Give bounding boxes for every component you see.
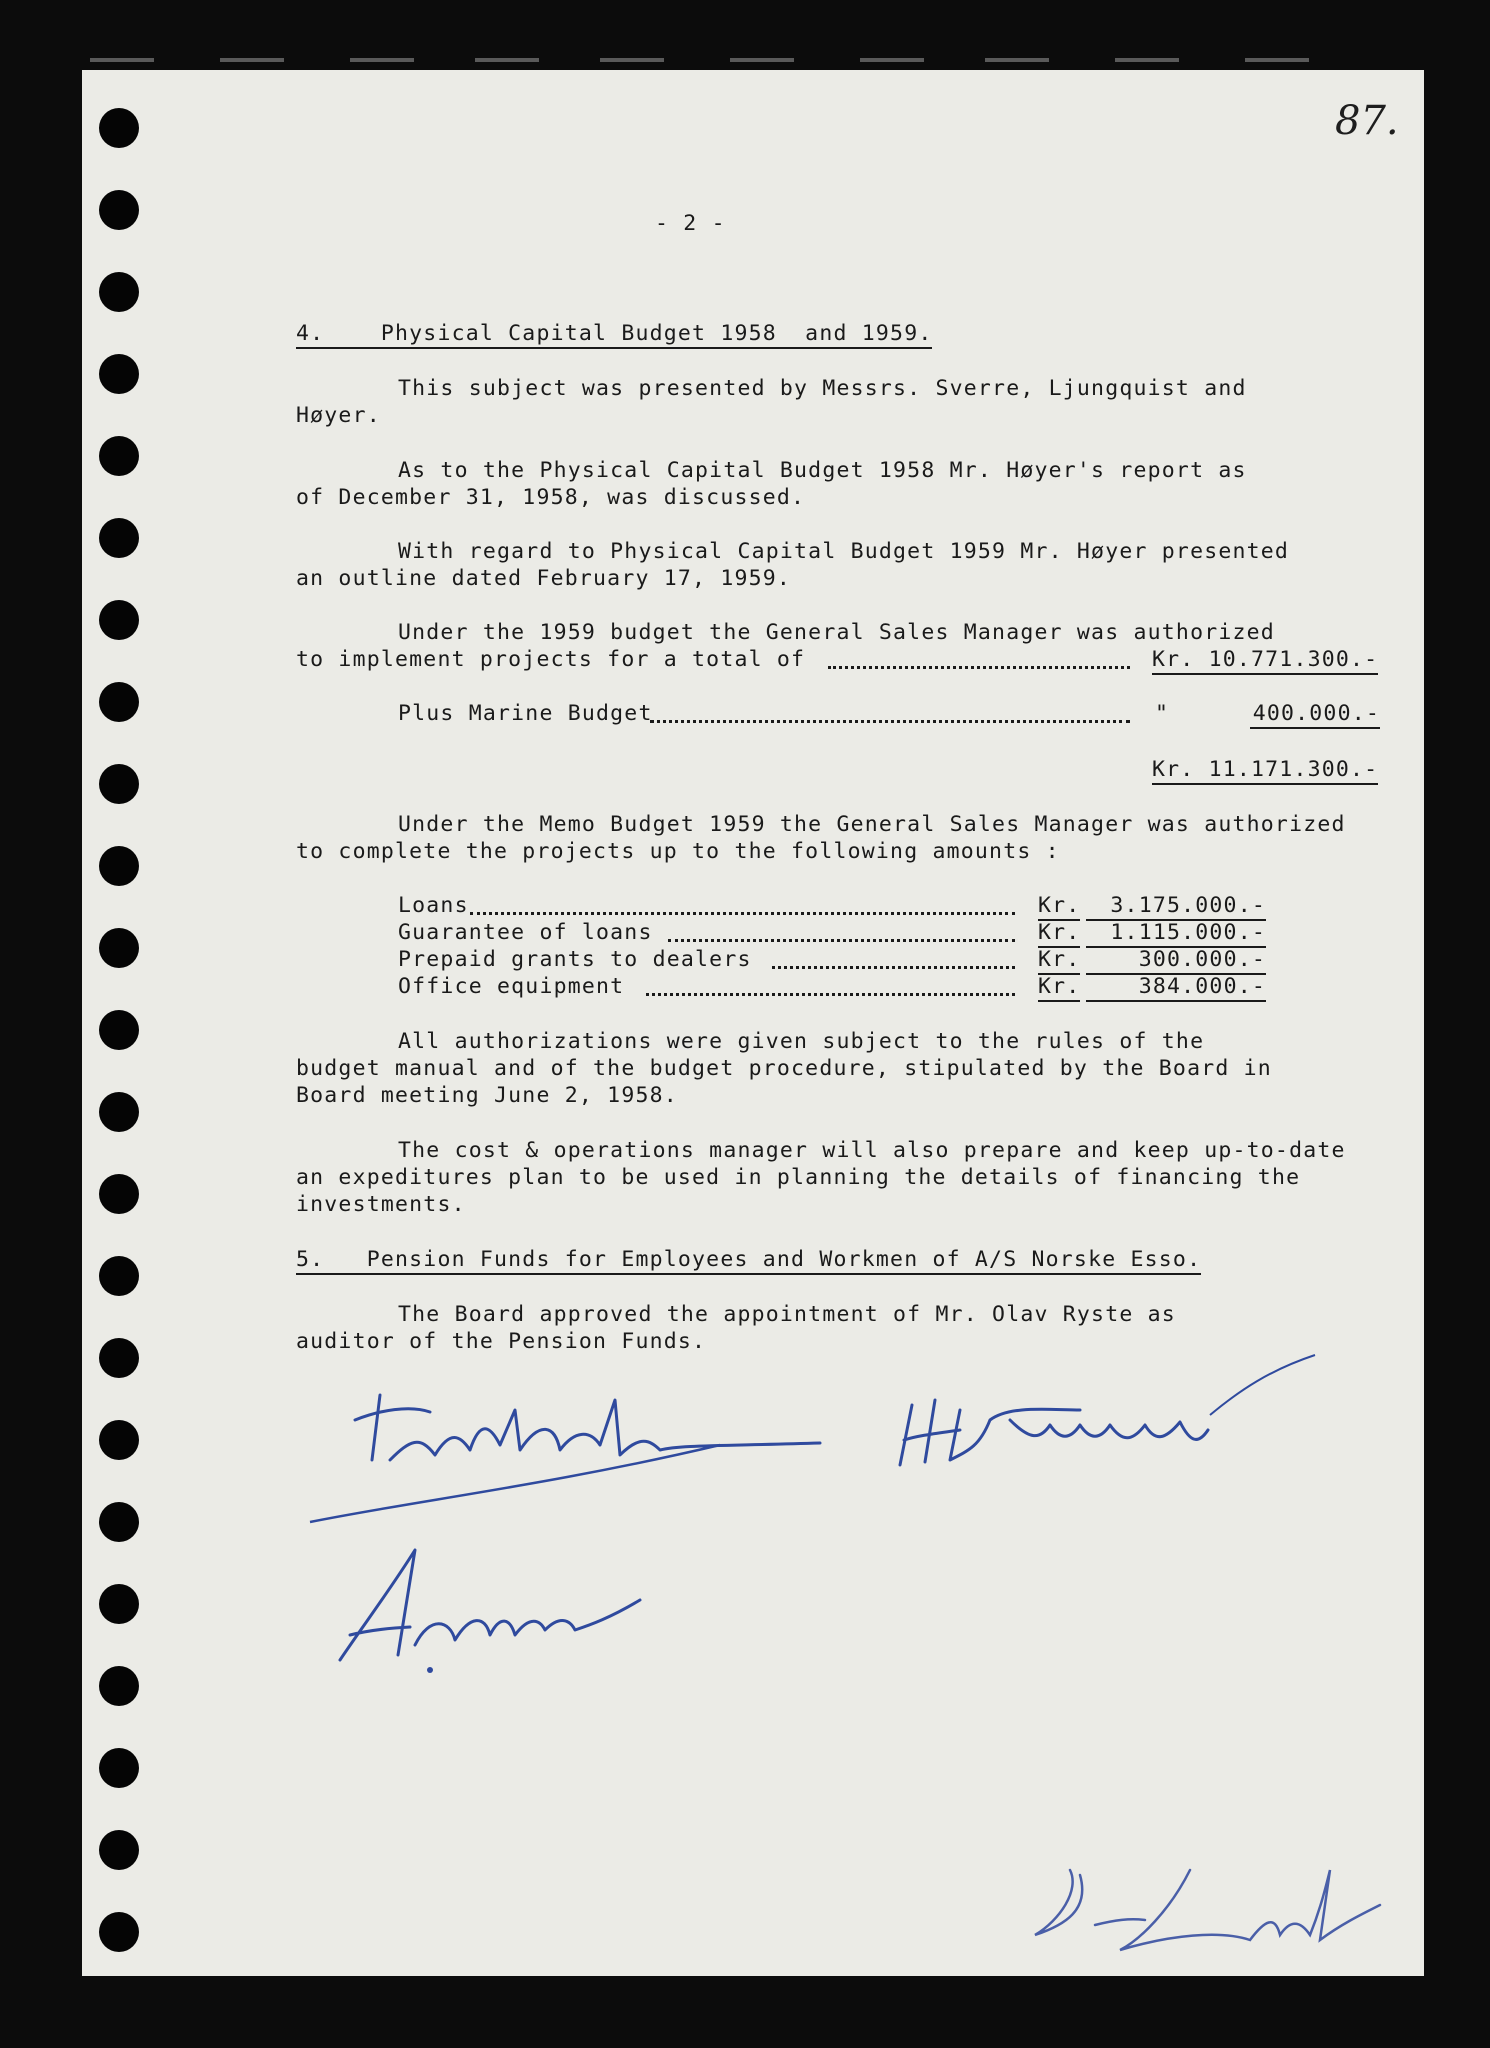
text-line: Høyer. <box>296 403 381 428</box>
document-page <box>82 70 1424 1976</box>
punch-hole <box>99 1256 139 1296</box>
folio-number: 87. <box>1335 98 1399 144</box>
page-number: - 2 - <box>655 211 726 236</box>
item-label: Prepaid grants to dealers <box>398 947 752 972</box>
punch-hole <box>99 436 139 476</box>
text-line: an expeditures plan to be used in planning the details of financing the <box>296 1165 1301 1190</box>
text-line: investments. <box>296 1192 466 1217</box>
punch-hole <box>99 1502 139 1542</box>
item-amount: 384.000.- <box>1086 976 1266 1002</box>
signature-2 <box>890 1350 1330 1480</box>
leader-dots <box>646 991 1015 996</box>
punch-hole <box>99 846 139 886</box>
item-currency: Kr. <box>1038 949 1080 975</box>
text-line: an outline dated February 17, 1959. <box>296 566 792 591</box>
item-currency: Kr. <box>1038 895 1080 921</box>
leader-dots <box>470 910 1015 915</box>
punch-hole <box>99 682 139 722</box>
punch-hole <box>99 190 139 230</box>
text-line: The Board approved the appointment of Mr. Olav Ryste as <box>398 1302 1176 1327</box>
marine-budget-label: Plus Marine Budget <box>398 701 653 726</box>
text-line: Board meeting June 2, 1958. <box>296 1083 678 1108</box>
text-line: auditor of the Pension Funds. <box>296 1329 707 1354</box>
text-line: of December 31, 1958, was discussed. <box>296 485 806 510</box>
text-line: With regard to Physical Capital Budget 1959 Mr. Høyer presented <box>398 539 1290 564</box>
leader-dots <box>668 937 1015 942</box>
signature-3 <box>320 1530 660 1690</box>
punch-hole <box>99 108 139 148</box>
leader-dots <box>772 964 1015 969</box>
punch-hole <box>99 354 139 394</box>
text-line: All authorizations were given subject to the rules of the <box>398 1029 1205 1054</box>
punch-hole <box>99 1174 139 1214</box>
item-currency: Kr. <box>1038 922 1080 948</box>
punch-hole <box>99 1666 139 1706</box>
item-amount: 3.175.000.- <box>1086 895 1266 921</box>
section-4-heading: 4. Physical Capital Budget 1958 and 1959. <box>296 323 932 349</box>
punch-hole <box>99 1748 139 1788</box>
signature-4 <box>1020 1850 1390 1960</box>
punch-hole <box>99 1338 139 1378</box>
signature-1 <box>300 1350 840 1530</box>
text-line: Under the 1959 budget the General Sales Manager was authorized <box>398 620 1275 645</box>
item-label: Guarantee of loans <box>398 920 653 945</box>
section-5-heading: 5. Pension Funds for Employees and Workmen of A/S Norske Esso. <box>296 1249 1201 1275</box>
text-line: to complete the projects up to the following amounts : <box>296 839 1060 864</box>
budget-amount: Kr. 10.771.300.- <box>1152 649 1378 675</box>
punch-hole <box>99 1912 139 1952</box>
item-label: Office equipment <box>398 974 625 999</box>
leader-dots <box>828 664 1130 669</box>
marine-budget-amount: 400.000.- <box>1250 703 1380 729</box>
item-amount: 300.000.- <box>1086 949 1266 975</box>
text-line: As to the Physical Capital Budget 1958 Mr. Høyer's report as <box>398 458 1247 483</box>
punch-hole <box>99 928 139 968</box>
punch-hole <box>99 272 139 312</box>
text-line: to implement projects for a total of <box>296 647 806 672</box>
ditto-mark: " <box>1155 701 1170 726</box>
budget-total: Kr. 11.171.300.- <box>1152 759 1378 785</box>
item-label: Loans <box>398 893 469 918</box>
punch-hole <box>99 1584 139 1624</box>
leader-dots <box>650 718 1130 723</box>
punch-hole <box>99 764 139 804</box>
punch-hole <box>99 1420 139 1460</box>
punch-hole <box>99 1092 139 1132</box>
punch-hole <box>99 1010 139 1050</box>
punch-hole <box>99 1830 139 1870</box>
text-line: Under the Memo Budget 1959 the General Sales Manager was authorized <box>398 812 1346 837</box>
item-amount: 1.115.000.- <box>1086 922 1266 948</box>
punch-hole <box>99 600 139 640</box>
text-line: budget manual and of the budget procedure, stipulated by the Board in <box>296 1056 1272 1081</box>
text-line: The cost & operations manager will also prepare and keep up-to-date <box>398 1138 1346 1163</box>
punch-hole <box>99 518 139 558</box>
text-line: This subject was presented by Messrs. Sverre, Ljungquist and <box>398 376 1247 401</box>
item-currency: Kr. <box>1038 976 1080 1002</box>
